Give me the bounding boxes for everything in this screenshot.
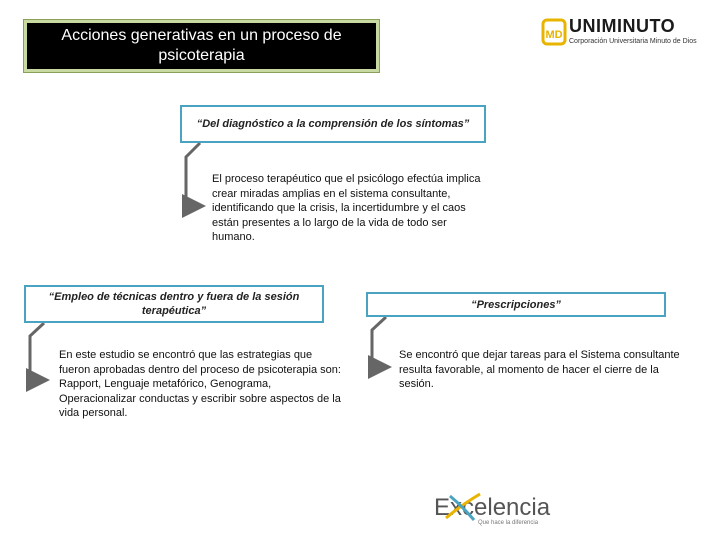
excelencia-tagline: Que hace la diferencia — [478, 520, 539, 526]
text-prescripciones: Se encontró que dejar tareas para el Sistema consultante resulta favorable, al momento de hacer el cierre de la sesión. — [399, 349, 680, 390]
connector-right — [372, 317, 386, 367]
excelencia-word: Excelencia — [434, 494, 551, 521]
svg-text:MD: MD — [545, 29, 563, 41]
logo-subtitle-text: Corporación Universitaria Minuto de Dios — [569, 38, 697, 45]
heading-diagnostico-text: “Del diagnóstico a la comprensión de los síntomas” — [196, 118, 470, 130]
heading-tecnicas — [24, 285, 324, 323]
connector-left — [30, 323, 44, 380]
heading-tecnicas-text: “Empleo de técnicas dentro y fuera de la sesión terapéutica” — [48, 291, 300, 317]
text-tecnicas: En este estudio se encontró que las estrategias que fueron aprobadas dentro del proceso de psicoterapia son: Rapport, Lenguaje metafórico, Genograma, Operacionalizar conductas y escribir sobre aspectos de la vida personal. — [59, 349, 341, 419]
heading-diagnostico — [180, 105, 486, 143]
logo-brand-text: UNIMINUTO — [569, 16, 676, 36]
excelencia-swoosh-icon — [444, 492, 484, 522]
slide-title-text: Acciones generativas en un proceso de psicoterapia — [61, 27, 342, 64]
heading-prescripciones — [366, 292, 666, 317]
excelencia-logo — [430, 492, 550, 528]
text-diagnostico: El proceso terapéutico que el psicólogo efectúa implica crear miradas amplias en el sistema consultante, identificando que la crisis, la incertidumbre y el caos están presentes a lo largo de la vida de todo ser humano. — [212, 173, 481, 243]
connector-top — [186, 143, 200, 206]
heading-prescripciones-text: “Prescripciones” — [471, 298, 561, 311]
